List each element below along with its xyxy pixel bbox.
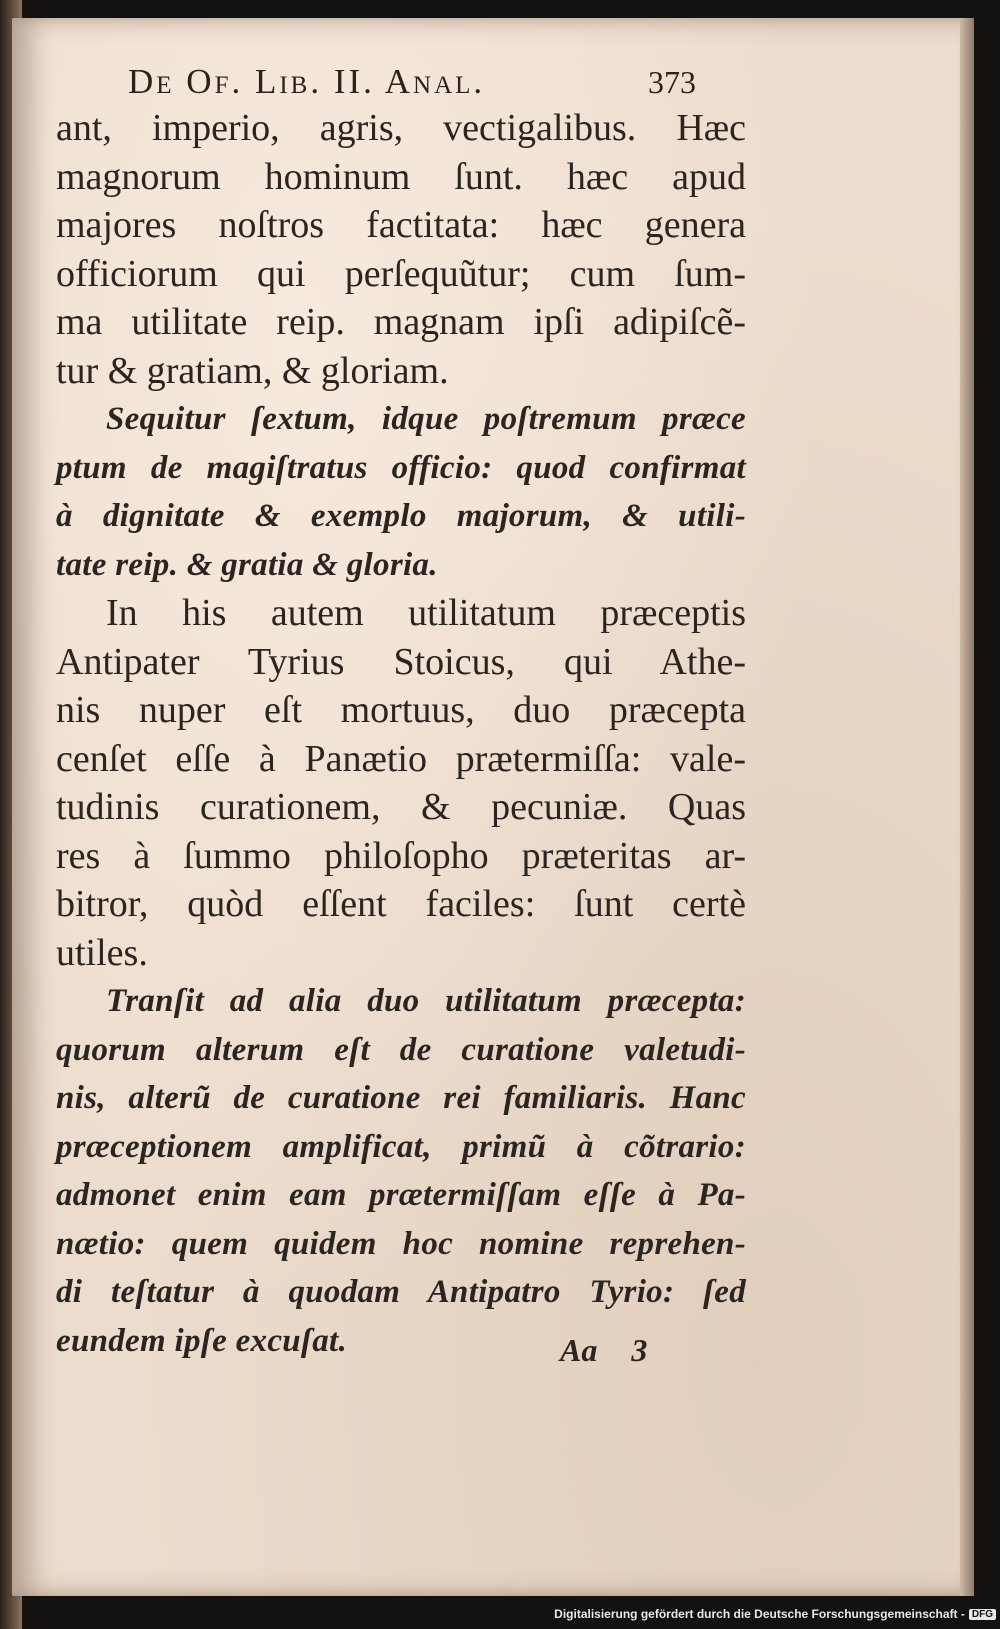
signature-mark: Aa 3 — [560, 1332, 648, 1368]
text-line: majores noſtros factitata: hæc genera — [56, 204, 746, 246]
page-edge — [960, 18, 974, 1596]
text-line: cenſet eſſe à Panætio prætermiſſa: vale- — [56, 737, 746, 780]
paragraph-4-commentary — [56, 977, 746, 1365]
text-line: tur & gratiam, & gloriam. — [56, 349, 449, 392]
text-line: Tranſit ad alia duo utilitatum præcepta: — [106, 983, 746, 1019]
text-line: ant, imperio, agris, vectigalibus. Hæc — [56, 107, 746, 149]
text-line: di teſtatur à quodam Antipatro Tyrio: ſed — [56, 1274, 746, 1310]
text-line: Sequitur ſextum, idque poſtremum præce — [106, 401, 746, 437]
text-line: res à ſummo philoſopho præteritas ar- — [56, 834, 746, 877]
text-line: ptum de magiſtratus officio: quod confirmat — [56, 449, 746, 486]
text-block — [56, 104, 746, 1365]
text-line: admonet enim eam prætermiſſam eſſe à Pa- — [56, 1177, 746, 1213]
text-line: officiorum qui perſequũtur; cum ſum- — [56, 252, 746, 295]
text-line: In his autem utilitatum præceptis — [106, 592, 746, 634]
running-head: De Of. Lib. II. Anal. — [128, 62, 486, 101]
text-line: eundem ipſe excuſat. — [56, 1322, 348, 1359]
text-line: Antipater Tyrius Stoicus, qui Athe- — [56, 640, 746, 683]
paragraph-2-commentary — [56, 395, 746, 589]
text-line: magnorum hominum ſunt. hæc apud — [56, 155, 746, 198]
text-line: à dignitate & exemplo majorum, & utili- — [56, 498, 746, 534]
text-line: bitror, quòd eſſent faciles: ſunt certè — [56, 883, 746, 925]
text-line: tudinis curationem, & pecuniæ. Quas — [56, 786, 746, 828]
text-line: utiles. — [56, 931, 148, 974]
paragraph-1 — [56, 104, 746, 395]
digitization-footer — [554, 1605, 996, 1623]
text-line: nis nuper eſt mortuus, duo præcepta — [56, 689, 746, 731]
footer-text: Digitalisierung gefördert durch die Deutsche Forschungsgemeinschaft - — [554, 1607, 965, 1621]
page-number: 373 — [648, 64, 696, 100]
text-line: ma utilitate reip. magnam ipſi adipiſcẽ- — [56, 301, 746, 343]
paragraph-3 — [56, 589, 746, 977]
text-line: quorum alterum eſt de curatione valetudi- — [56, 1031, 746, 1068]
text-line: præceptionem amplificat, primũ à cõtrario: — [56, 1128, 746, 1165]
text-line: nis, alterũ de curatione rei familiaris. Hanc — [56, 1080, 746, 1116]
text-line: tate reip. & gratia & gloria. — [56, 546, 438, 583]
text-line: nætio: quem quidem hoc nomine reprehen- — [56, 1225, 746, 1262]
dfg-logo: DFG — [969, 1609, 996, 1620]
